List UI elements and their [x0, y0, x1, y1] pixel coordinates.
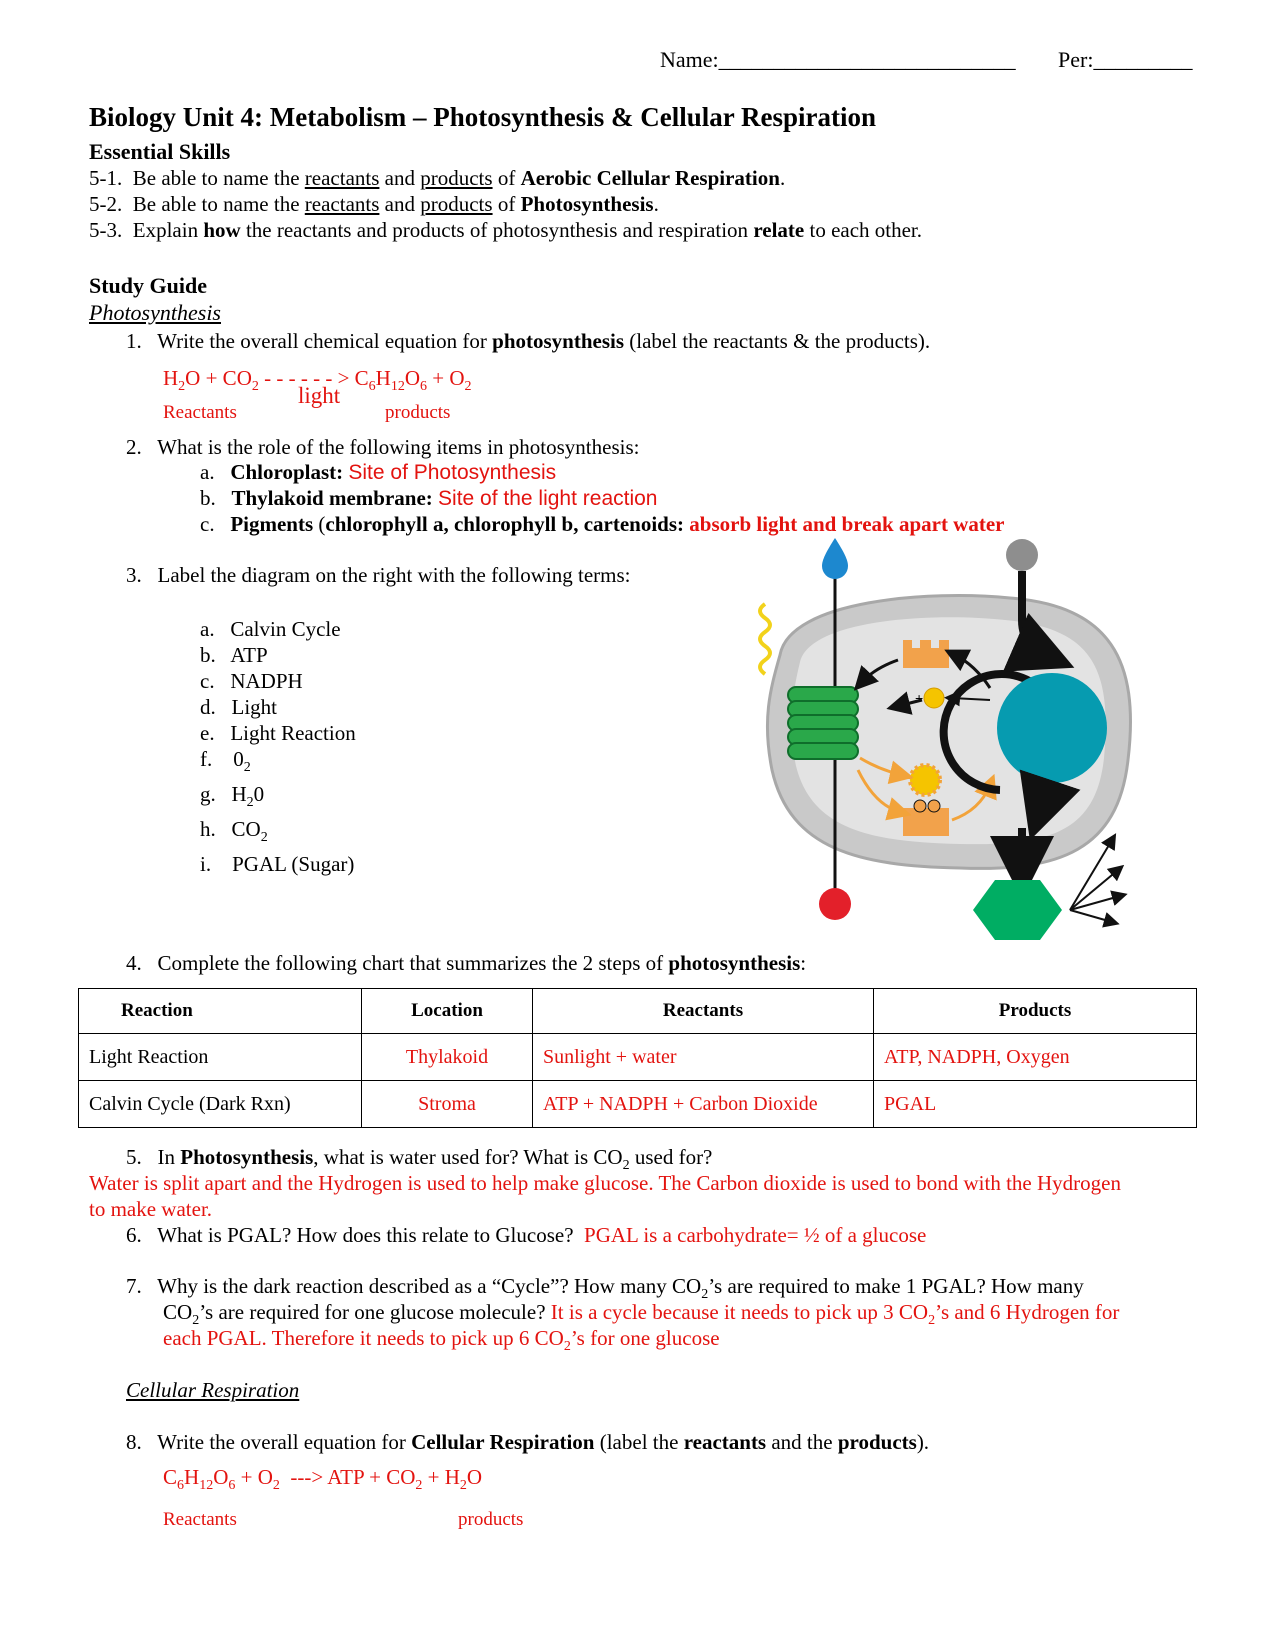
question-6: 6. What is PGAL? How does this relate to Glucose? PGAL is a carbohydrate= ½ of a glucose — [126, 1223, 927, 1247]
question-1: 1. Write the overall chemical equation for photosynthesis (label the reactants & the products). — [126, 329, 931, 353]
col-header: Location — [362, 989, 533, 1034]
reactants-label: Reactants — [163, 1509, 237, 1530]
essential-skills-heading: Essential Skills — [89, 139, 231, 164]
reactants-label: Reactants — [163, 402, 237, 423]
page-title: Biology Unit 4: Metabolism – Photosynthesis & Cellular Respiration — [89, 102, 877, 132]
name-field[interactable]: Name:___________________________ — [660, 47, 1016, 72]
term-list — [200, 616, 356, 877]
term-item: g. $H_20$ — [200, 782, 265, 810]
photosynthesis-chart — [78, 988, 1197, 1128]
table-cell: Calvin Cycle (Dark Rxn) — [79, 1081, 362, 1128]
period-field[interactable]: Per:_________ — [1058, 47, 1193, 72]
plus-sign: + — [915, 690, 924, 706]
photosynthesis-equation: $H_2O + CO_2$ - - - - - - > $C_6H_{12}O_6 + O_2$ — [163, 366, 472, 394]
q5-answer-line: Water is split apart and the Hydrogen is used to help make glucose. The Carbon dioxide is used to bond with the Hydrogen — [89, 1171, 1121, 1195]
chloroplast-diagram — [740, 535, 1160, 955]
col-header: Reactants — [533, 989, 874, 1034]
question-3: 3. Label the diagram on the right with the following terms: — [126, 563, 631, 587]
nadph-icon — [924, 688, 944, 708]
question-7: 7. Why is the dark reaction described as a “Cycle”? How many $CO_2’s$ are required to make 1 PGAL? How many — [126, 1274, 1084, 1302]
col-header: Reaction — [79, 989, 362, 1034]
q7-answer-line: each PGAL. Therefore it needs to pick up 6 $CO_2’s$ for one glucose — [163, 1326, 720, 1354]
term-item: h. $CO_2$ — [200, 817, 268, 845]
q5-answer-line: to make water. — [89, 1197, 213, 1221]
section-photosynthesis: Photosynthesis — [89, 300, 221, 325]
thylakoid-stack-icon — [788, 687, 858, 759]
skill-item: 5-2. Be able to name the reactants and products of Photosynthesis. — [89, 192, 659, 216]
table-cell: Sunlight + water — [533, 1034, 874, 1081]
question-4: 4. Complete the following chart that summarizes the 2 steps of photosynthesis: — [126, 951, 807, 975]
skill-item: 5-1. Be able to name the reactants and products of Aerobic Cellular Respiration. — [89, 166, 786, 190]
table-cell: PGAL — [874, 1081, 1197, 1128]
question-5: 5. In Photosynthesis, what is water used for? What is $CO_2$ used for? — [126, 1145, 713, 1173]
respiration-equation: $C_6H_{12}O_6 + O_2$ ---> ATP + $CO_2 + H_2O$ — [163, 1465, 483, 1493]
term-item: e. Light Reaction — [200, 721, 356, 745]
water-drop-icon — [822, 538, 848, 579]
atp-icon — [903, 640, 949, 668]
table-row — [79, 1081, 1197, 1128]
question-2: 2. What is the role of the following items in photosynthesis: — [126, 435, 640, 459]
q2-item-c: c. Pigments (chlorophyll a, chlorophyll b, cartenoids: absorb light and break apart water — [200, 512, 1005, 536]
co2-icon — [1006, 539, 1038, 571]
table-cell: Thylakoid — [362, 1034, 533, 1081]
table-cell: ATP + NADPH + Carbon Dioxide — [533, 1081, 874, 1128]
table-cell: ATP, NADPH, Oxygen — [874, 1034, 1197, 1081]
skill-item: 5-3. Explain how the reactants and products of photosynthesis and respiration relate to each other. — [89, 218, 923, 242]
term-item: b. ATP — [200, 643, 268, 667]
section-cellular-respiration: Cellular Respiration — [126, 1378, 300, 1402]
light-label: light — [298, 383, 341, 408]
question-8: 8. Write the overall equation for Cellular Respiration (label the reactants and the products). — [126, 1430, 930, 1454]
table-header-row — [79, 989, 1197, 1034]
table-cell: Light Reaction — [79, 1034, 362, 1081]
q2-item-a: a. Chloroplast: Site of Photosynthesis — [200, 460, 557, 484]
term-item: f. $0_2$ — [200, 747, 251, 775]
products-label: products — [385, 402, 451, 423]
energy-burst-icon — [910, 765, 940, 795]
arrows-out-icon — [1070, 840, 1120, 922]
pgal-sugar-icon — [973, 880, 1062, 940]
calvin-cycle-icon — [997, 673, 1107, 783]
table-row — [79, 1034, 1197, 1081]
term-item: a. Calvin Cycle — [200, 617, 341, 641]
study-guide-heading: Study Guide — [89, 273, 207, 298]
question-7-line2: $CO_2’s$ are required for one glucose molecule? It is a cycle because it needs to pick up 3 $CO_2’s$ and 6 Hydrogen for — [163, 1300, 1120, 1328]
col-header: Products — [874, 989, 1197, 1034]
table-cell: Stroma — [362, 1081, 533, 1128]
term-item: d. Light — [200, 695, 277, 719]
oxygen-icon — [819, 888, 851, 920]
adp-icon — [903, 808, 949, 836]
products-label: products — [458, 1509, 524, 1530]
term-item: c. NADPH — [200, 669, 303, 693]
q2-item-b: b. Thylakoid membrane: Site of the light reaction — [200, 486, 658, 510]
light-icon — [760, 604, 770, 674]
term-item: i. PGAL (Sugar) — [200, 852, 355, 876]
